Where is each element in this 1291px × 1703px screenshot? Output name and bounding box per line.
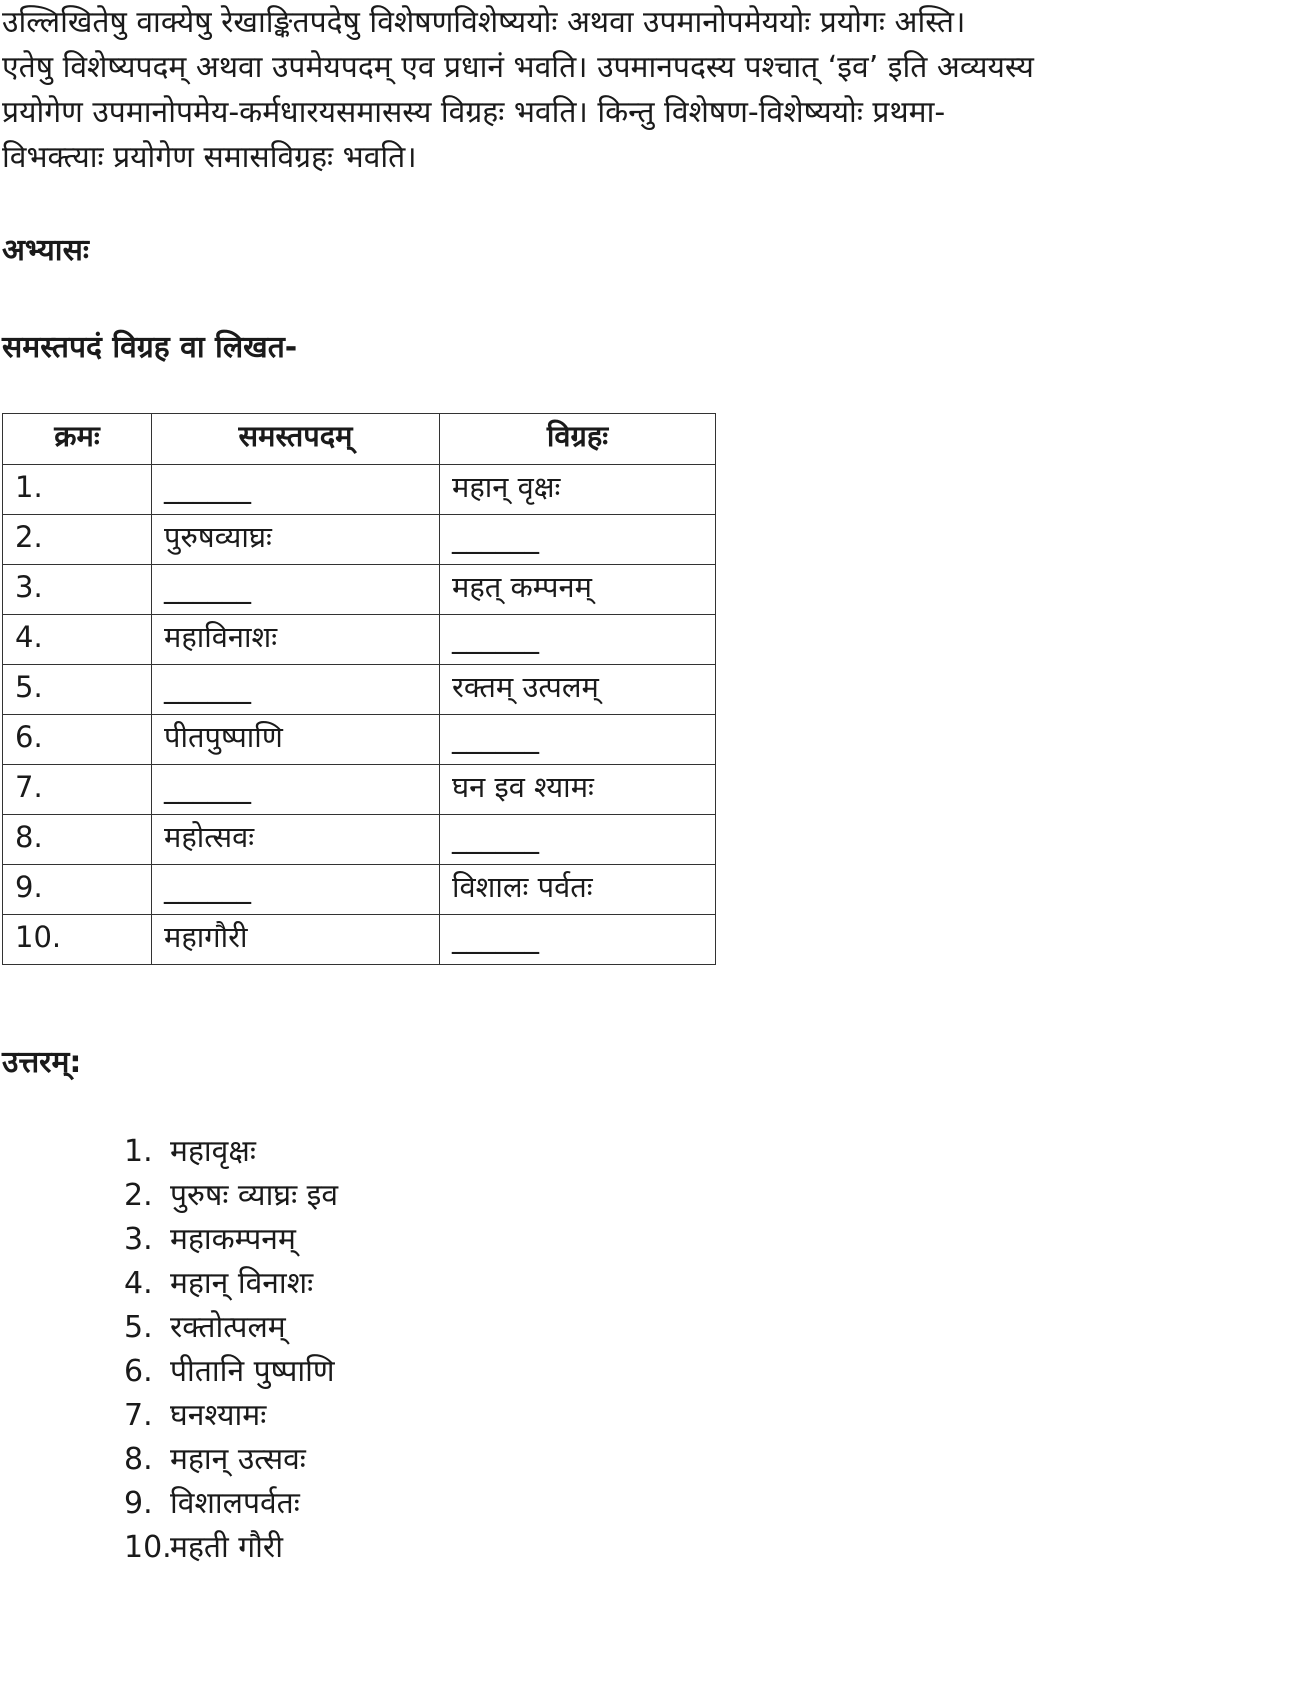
table-row [3,665,716,715]
cell-analysis: ______ [440,515,716,565]
answer-number: 4. [124,1266,153,1301]
cell-serial: 2. [3,515,152,565]
answer-heading: उत्तरम्: [2,1045,82,1080]
cell-compound: ______ [152,865,440,915]
answer-number: 8. [124,1442,153,1477]
cell-serial: 5. [3,665,152,715]
answer-text: पीतानि पुष्पाणि [170,1354,335,1389]
table-row [3,865,716,915]
cell-compound: महाविनाशः [152,615,440,665]
list-item [124,1130,338,1174]
table-row [3,565,716,615]
cell-compound: महागौरी [152,915,440,965]
cell-compound: ______ [152,465,440,515]
cell-analysis: रक्तम् उत्पलम् [440,665,716,715]
list-item [124,1482,338,1526]
list-item [124,1394,338,1438]
intro-line: उल्लिखितेषु वाक्येषु रेखाङ्कितपदेषु विशेषणविशेष्ययोः अथवा उपमानोपमेययोः प्रयोगः अस्ति। [2,5,966,40]
answer-text: घनश्यामः [170,1398,267,1433]
cell-analysis: महत् कम्पनम् [440,565,716,615]
list-item [124,1218,338,1262]
list-item [124,1526,338,1570]
cell-compound: ______ [152,565,440,615]
answer-number: 5. [124,1310,153,1345]
list-item [124,1262,338,1306]
cell-analysis: ______ [440,915,716,965]
intro-line: एतेषु विशेष्यपदम् अथवा उपमेयपदम् एव प्रधानं भवति। उपमानपदस्य पश्चात् ‘इव’ इति अव्ययस्य [2,50,1034,85]
answer-list [124,1130,338,1570]
table-row [3,615,716,665]
cell-serial: 9. [3,865,152,915]
answer-text: महावृक्षः [170,1134,256,1169]
header-serial: क्रमः [3,414,152,465]
cell-analysis: घन इव श्यामः [440,765,716,815]
intro-line: विभक्त्याः प्रयोगेण समासविग्रहः भवति। [2,140,417,175]
answer-number: 9. [124,1486,153,1521]
cell-compound: पुरुषव्याघ्रः [152,515,440,565]
cell-serial: 10. [3,915,152,965]
answer-text: महाकम्पनम् [170,1222,296,1257]
table-header-row [3,414,716,465]
intro-paragraph [2,0,1242,180]
table-row [3,915,716,965]
answer-number: 3. [124,1222,153,1257]
cell-analysis: ______ [440,615,716,665]
table-row [3,515,716,565]
answer-text: महती गौरी [170,1530,283,1565]
cell-compound: ______ [152,765,440,815]
cell-compound: ______ [152,665,440,715]
list-item [124,1174,338,1218]
cell-compound: पीतपुष्पाणि [152,715,440,765]
cell-serial: 8. [3,815,152,865]
answer-text: महान् उत्सवः [170,1442,306,1477]
list-item [124,1306,338,1350]
table-row [3,465,716,515]
header-compound: समस्तपदम् [152,414,440,465]
cell-serial: 7. [3,765,152,815]
cell-serial: 6. [3,715,152,765]
table-row [3,815,716,865]
cell-serial: 4. [3,615,152,665]
exercise-table [2,413,716,965]
list-item [124,1350,338,1394]
intro-line: प्रयोगेण उपमानोपमेय-कर्मधारयसमासस्य विग्रहः भवति। किन्तु विशेषण-विशेष्ययोः प्रथमा- [2,95,946,130]
instruction-heading: समस्तपदं विग्रह वा लिखत- [2,330,298,365]
cell-compound: महोत्सवः [152,815,440,865]
answer-number: 6. [124,1354,153,1389]
list-item [124,1438,338,1482]
answer-text: पुरुषः व्याघ्रः इव [170,1178,339,1213]
exercise-heading: अभ्यासः [2,233,89,268]
cell-analysis: ______ [440,815,716,865]
answer-text: विशालपर्वतः [170,1486,300,1521]
answer-number: 2. [124,1178,153,1213]
answer-text: महान् विनाशः [170,1266,314,1301]
table-row [3,765,716,815]
table-row [3,715,716,765]
cell-analysis: विशालः पर्वतः [440,865,716,915]
cell-analysis: ______ [440,715,716,765]
cell-serial: 3. [3,565,152,615]
cell-serial: 1. [3,465,152,515]
header-analysis: विग्रहः [440,414,716,465]
answer-text: रक्तोत्पलम् [170,1310,286,1345]
cell-analysis: महान् वृक्षः [440,465,716,515]
answer-number: 1. [124,1134,153,1169]
answer-number: 7. [124,1398,153,1433]
answer-number: 10. [124,1530,172,1565]
